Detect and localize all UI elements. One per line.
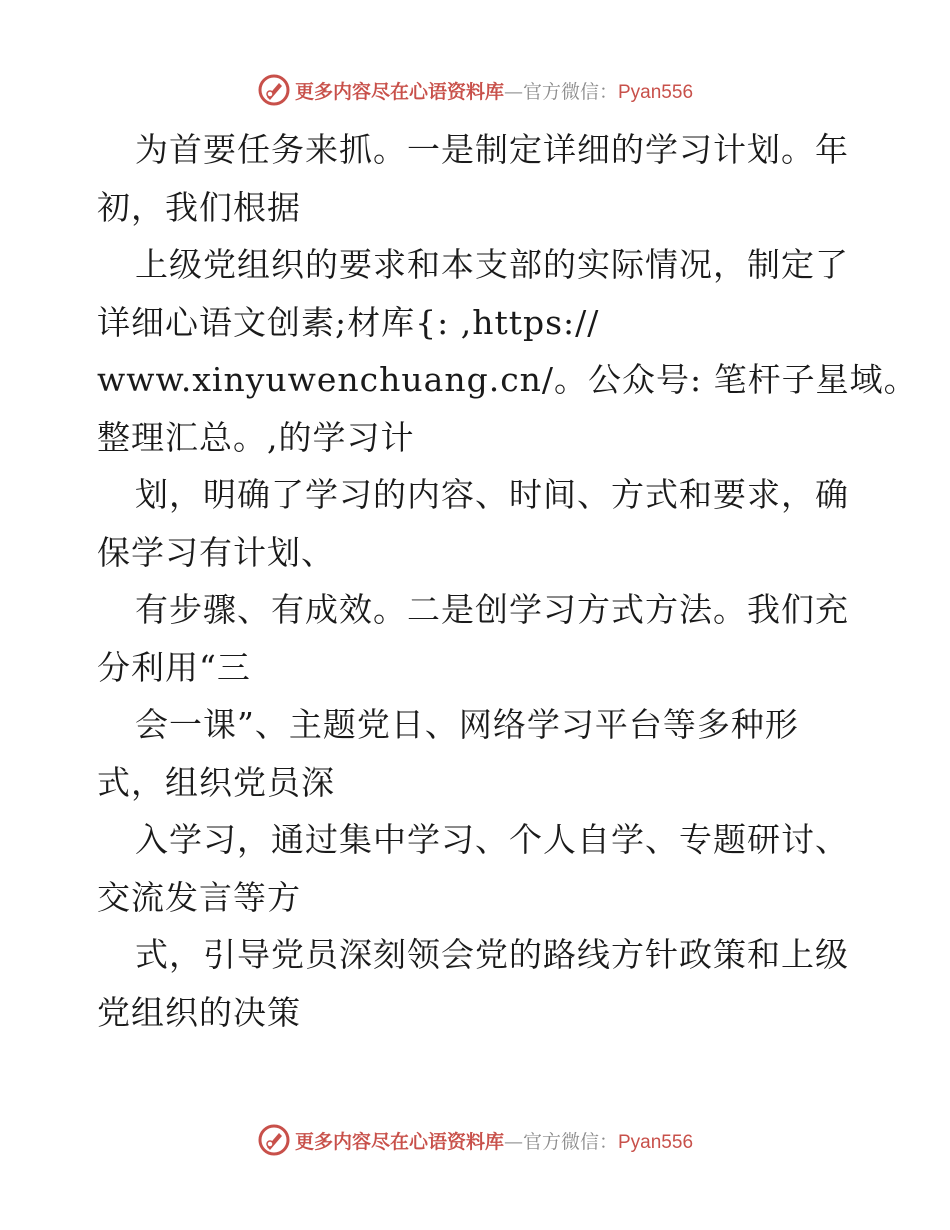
body-line: 入学习，通过集中学习、个人自学、专题研讨、 [135, 820, 849, 859]
body-line: 划，明确了学习的内容、时间、方式和要求，确 [135, 475, 849, 514]
header-wechat-id: Pyan556 [618, 81, 694, 103]
body-line: 党组织的决策 [97, 992, 301, 1032]
body-line: 式，组织党员深 [97, 762, 335, 802]
footer-dash: — [503, 1130, 523, 1153]
footer-banner [0, 1120, 950, 1160]
header-banner [0, 70, 950, 110]
body-line: 详细心语文创素;材库{: ,https:// [97, 302, 600, 342]
body-line: www.xinyuwenchuang.cn/。公众号: 笔杆子星域。 [97, 360, 918, 399]
body-line: 为首要任务来抓。一是制定详细的学习计划。年 [135, 130, 849, 169]
body-line: 会一课”、主题党日、网络学习平台等多种形 [135, 705, 799, 744]
body-line: 分利用“三 [97, 647, 251, 687]
document-body [97, 121, 918, 1041]
body-line: 保学习有计划、 [97, 532, 335, 572]
footer-site-text: 更多内容尽在心语资料库 [294, 1130, 504, 1153]
header-official-text: 官方微信： [522, 80, 618, 103]
body-line: 有步骤、有成效。二是创学习方式方法。我们充 [135, 590, 849, 629]
footer-official-text: 官方微信： [522, 1130, 618, 1153]
body-line: 上级党组织的要求和本支部的实际情况，制定了 [135, 245, 849, 284]
header-site-text: 更多内容尽在心语资料库 [294, 80, 504, 103]
logo-icon [257, 73, 291, 107]
footer-wechat-id: Pyan556 [618, 1131, 694, 1153]
header-dash: — [503, 80, 523, 103]
logo-icon [257, 1123, 291, 1157]
body-line: 初，我们根据 [97, 187, 301, 227]
body-line: 式，引导党员深刻领会党的路线方针政策和上级 [135, 935, 849, 974]
body-line: 交流发言等方 [97, 877, 301, 917]
body-line: 整理汇总。,的学习计 [97, 417, 415, 457]
